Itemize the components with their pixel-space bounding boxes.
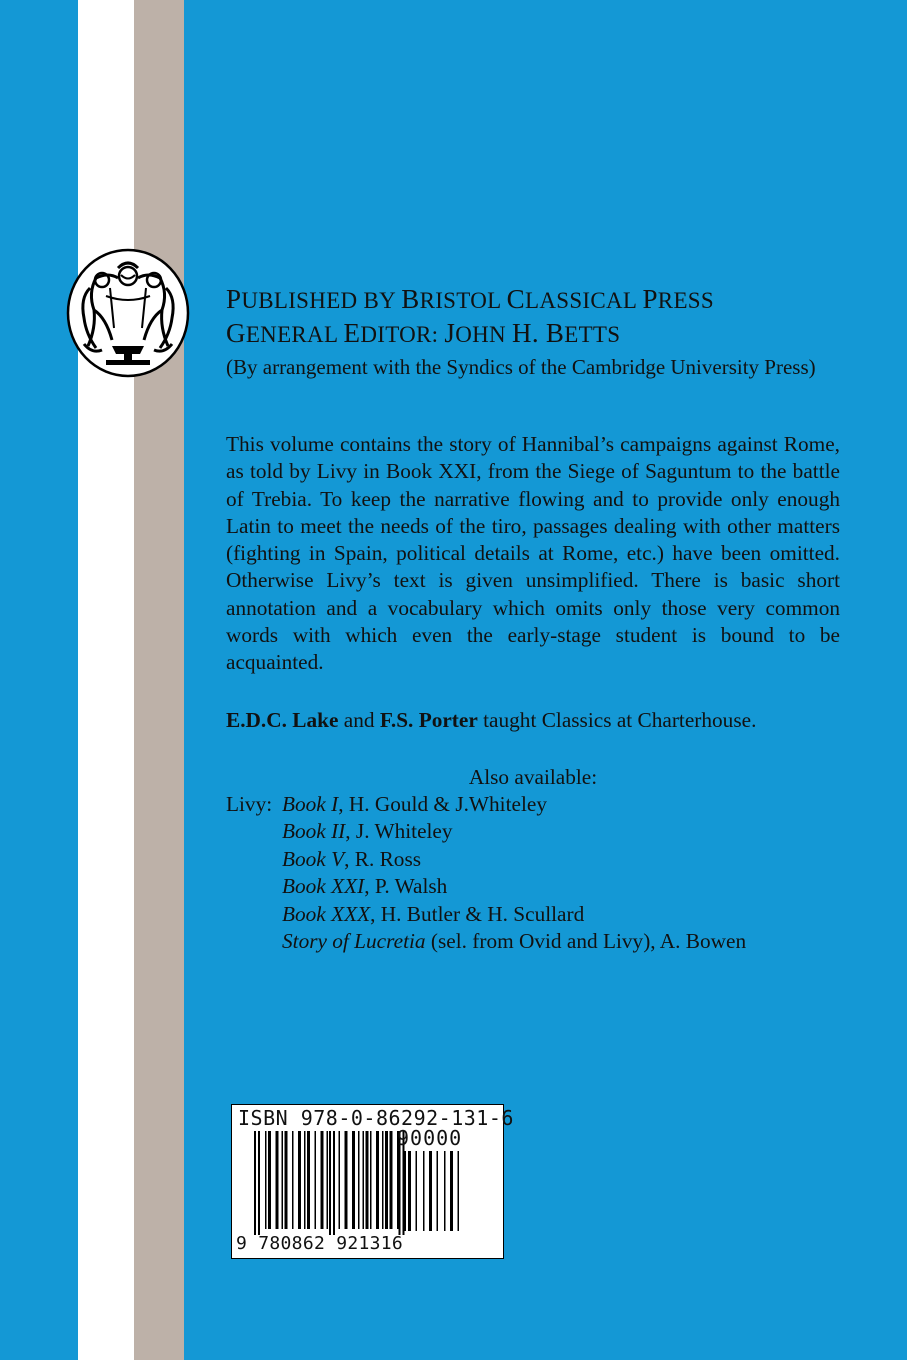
publisher-text: RESS	[657, 288, 714, 313]
barcode-bar	[390, 1131, 393, 1229]
publisher-line	[226, 283, 886, 317]
grey-stripe	[134, 0, 184, 1360]
book-description: This volume contains the story of Hannibal’s campaigns against Rome, as told by Livy in Book XXI, from the Siege of Saguntum to the battle of Trebia. To keep the narrative flowing and to provide only enough Latin to meet the needs of the tiro, passages dealing with other matters (fighting in Spain, political details at Rome, etc.) have been omitted. Otherwise Livy’s text is given unsimplified. There is basic short annotation and a vocabulary which omits only those very common words with which even the early-stage student is bound to be acquainted.	[226, 432, 840, 675]
barcode-bar	[370, 1131, 372, 1229]
list-item	[226, 901, 866, 928]
barcode-bar	[329, 1131, 331, 1235]
barcode-bar	[282, 1131, 284, 1229]
book-editor: , H. Butler & H. Scullard	[370, 901, 585, 926]
barcode-bar	[382, 1131, 384, 1229]
barcode-bar	[265, 1131, 267, 1229]
book-title: Book I	[282, 792, 339, 816]
barcode-bar	[450, 1151, 453, 1231]
barcode-bar	[333, 1131, 335, 1235]
book-title: Book V	[282, 846, 345, 871]
editor-cap: H. B	[512, 318, 565, 348]
barcode-bar	[363, 1131, 365, 1229]
book-title: Book II	[282, 819, 346, 844]
barcode-bar	[408, 1151, 411, 1231]
author-name: E.D.C. Lake	[226, 708, 339, 732]
authors-line	[226, 706, 866, 734]
list-item	[226, 846, 866, 873]
list-item	[226, 873, 866, 900]
editor-cap: G	[226, 318, 246, 348]
classical-figures-emblem-icon	[66, 248, 190, 378]
barcode-bar	[292, 1131, 294, 1229]
author-name: F.S. Porter	[379, 708, 478, 732]
list-prefix: Livy:	[226, 792, 273, 816]
arrangement-note: (By arrangement with the Syndics of the Cambridge University Press)	[226, 355, 816, 379]
price-addon-number: 90000	[397, 1126, 463, 1150]
also-available-list	[226, 791, 866, 955]
publisher-cap: B	[401, 284, 420, 314]
barcode-bar	[366, 1131, 369, 1229]
barcode-bar	[339, 1131, 341, 1229]
editor-text: ETTS	[564, 322, 621, 347]
barcode-bar	[268, 1131, 271, 1229]
barcode-bar	[444, 1151, 446, 1231]
publisher-block	[226, 283, 886, 381]
book-editor: , P. Walsh	[364, 874, 448, 899]
list-item	[226, 791, 866, 818]
barcode-bar	[429, 1151, 432, 1231]
barcode-bar	[321, 1131, 324, 1229]
barcode-bar	[258, 1131, 260, 1235]
book-title: Story of Lucretia	[282, 928, 426, 953]
barcode-bar	[385, 1131, 388, 1229]
publisher-text: LASSICAL	[524, 288, 643, 313]
authors-bio: taught Classics at Charterhouse.	[477, 708, 757, 732]
ean-number: 9 780862 921316	[236, 1233, 404, 1254]
barcode-bar	[458, 1151, 460, 1231]
editor-text: ENERAL	[245, 322, 344, 347]
isbn-number: ISBN 978-0-86292-131-6	[238, 1106, 514, 1130]
barcode-bar	[304, 1131, 306, 1229]
book-title: Book XXI	[282, 874, 365, 899]
authors-conjunction: and	[338, 708, 380, 732]
list-item	[226, 818, 866, 845]
barcode-bar	[345, 1131, 348, 1229]
publisher-text: RISTOL	[419, 288, 507, 313]
publisher-cap: P	[642, 284, 658, 314]
book-title: Book XXX	[282, 901, 371, 926]
barcode-bar	[298, 1131, 301, 1229]
publisher-cap: P	[226, 284, 242, 314]
publisher-cap: C	[506, 284, 525, 314]
barcode-bar	[285, 1131, 288, 1229]
barcode-bar	[352, 1131, 355, 1229]
book-editor: (sel. from Ovid and Livy), A. Bowen	[425, 928, 747, 953]
list-item	[226, 928, 866, 955]
barcode-bar	[423, 1151, 425, 1231]
book-editor: , H. Gould & J.Whiteley	[338, 792, 547, 816]
barcode-bar	[358, 1131, 360, 1229]
barcode-bar	[416, 1151, 418, 1231]
barcode-bar	[404, 1151, 406, 1231]
barcode-bar	[315, 1131, 317, 1229]
also-available-heading: Also available:	[468, 765, 598, 789]
barcode-bar	[376, 1131, 379, 1229]
barcode-bar	[327, 1131, 329, 1229]
book-editor: , R. Ross	[344, 846, 422, 871]
barcode-bar	[437, 1151, 439, 1231]
barcode-bar	[307, 1131, 310, 1229]
publisher-text: UBLISHED BY	[241, 288, 402, 313]
barcode-bar	[276, 1131, 279, 1229]
isbn-barcode	[231, 1104, 514, 1259]
editor-text: DITOR:	[360, 322, 445, 347]
left-blue-stripe	[0, 0, 78, 1360]
white-stripe	[78, 0, 134, 1360]
general-editor-line	[226, 317, 886, 351]
editor-cap: J	[444, 318, 456, 348]
book-editor: , J. Whiteley	[345, 819, 453, 844]
editor-cap: E	[343, 318, 361, 348]
barcode-bar	[254, 1131, 256, 1235]
editor-text: OHN	[455, 322, 513, 347]
